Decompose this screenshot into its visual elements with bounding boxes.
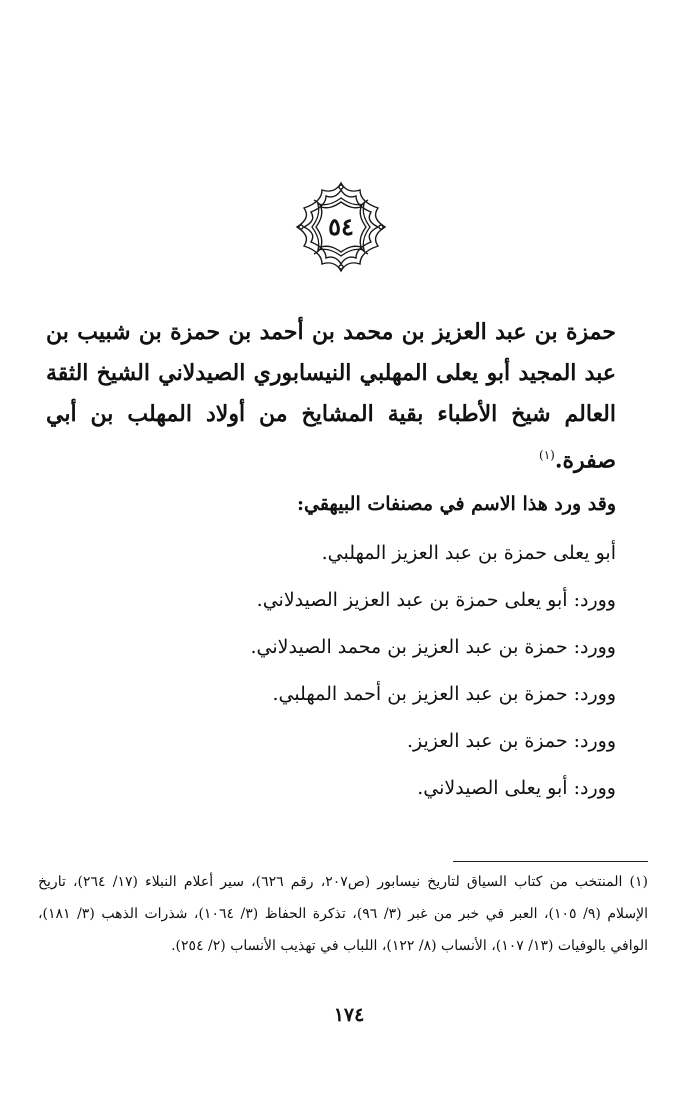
name-variants-list (46, 533, 616, 815)
footnote: (١) المنتخب من كتاب السياق لتاريخ نيسابور (ص٢٠٧، رقم ٦٢٦)، سير أعلام النبلاء (١٧/ ٢٦٤)، تاريخ الإسلام (٩/ ١٠٥)، العبر في خبر من غبر (٣/ ٩٦)، تذكرة الحفاظ (٣/ ١٠٦٤)، شذرات الذهب (٣/ ١٨١)، الوافي بالوفيات (١٣/ ١٠٧)، الأنساب (٨/ ١٢٢)، اللباب في تهذيب الأنساب (٢/ ٢٥٤). (38, 874, 648, 954)
entry-number: ٥٤ (328, 212, 354, 241)
name-variant: وورد: حمزة بن عبد العزيز بن محمد الصيدلاني. (250, 636, 616, 658)
footnote-divider (453, 861, 648, 862)
name-variant: وورد: أبو يعلى الصيدلاني. (417, 777, 616, 799)
name-variant: وورد: حمزة بن عبد العزيز. (406, 730, 616, 752)
name-variant: أبو يعلى حمزة بن عبد العزيز المهلبي. (321, 542, 616, 564)
intro-text: وقد ورد هذا الاسم في مصنفات البيهقي: (296, 493, 616, 515)
footnote-reference: (١) (539, 448, 555, 462)
biography-heading (46, 312, 616, 481)
name-variant: وورد: حمزة بن عبد العزيز بن أحمد المهلبي. (272, 683, 616, 705)
heading-text: حمزة بن عبد العزيز بن محمد بن أحمد بن حمزة بن شبيب بن عبد المجيد أبو يعلى المهلبي النيسابوري الصيدلاني الشيخ الثقة العالم شيخ الأطباء بقية المشايخ من أولاد المهلب بن أبي صفرة. (46, 319, 616, 474)
page-number: ١٧٤ (333, 1004, 365, 1026)
name-variant: وورد: أبو يعلى حمزة بن عبد العزيز الصيدلاني. (256, 589, 616, 611)
